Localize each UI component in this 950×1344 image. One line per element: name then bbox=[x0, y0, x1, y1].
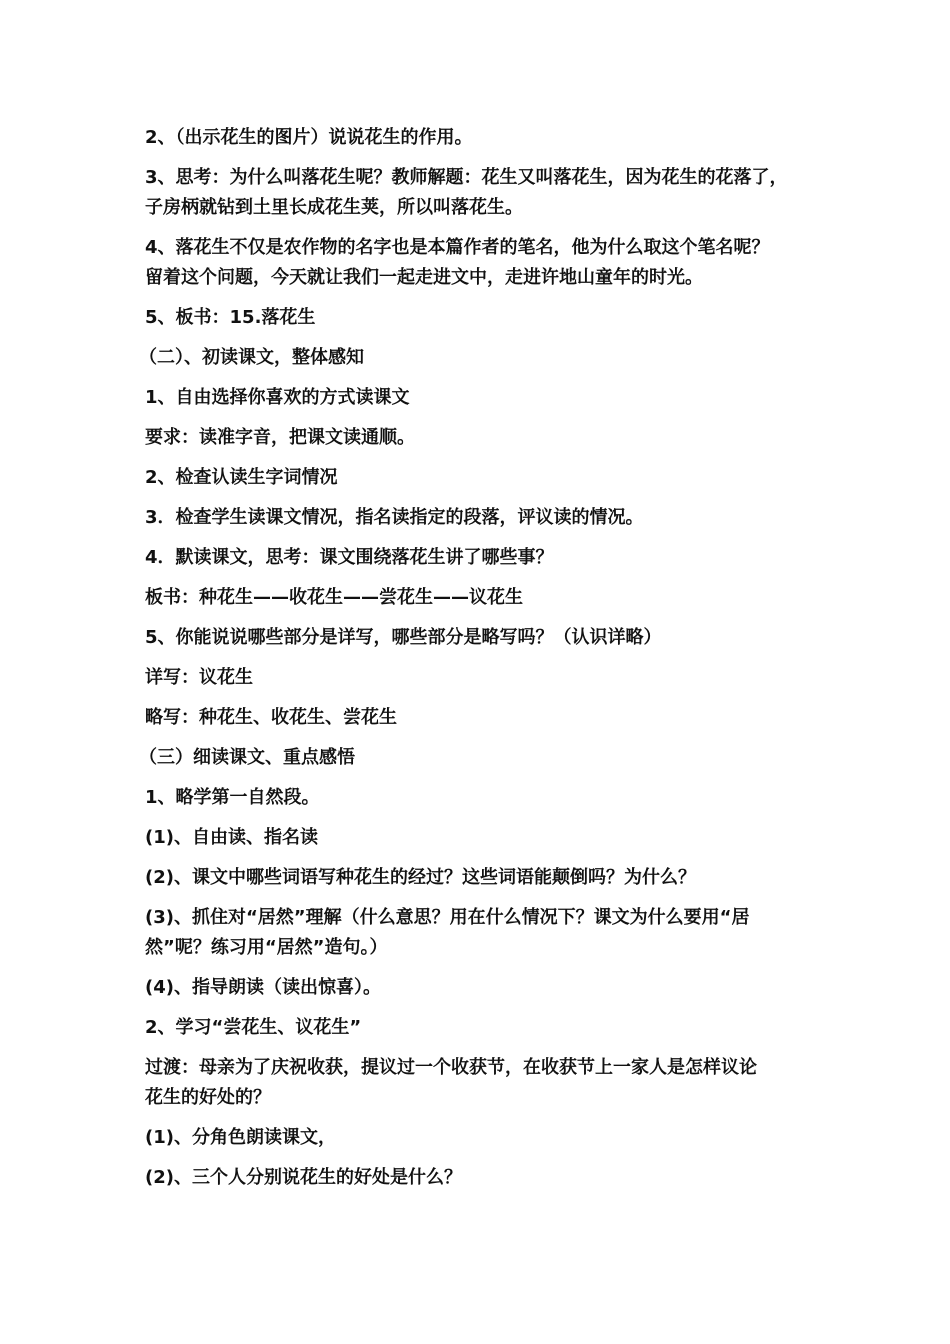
text-line: 3．检查学生读课文情况，指名读指定的段落，评议读的情况。 bbox=[145, 507, 644, 528]
text-line: 1、略学第一自然段。 bbox=[145, 787, 320, 808]
paragraph bbox=[145, 503, 825, 533]
text-line: 然”呢？练习用“居然”造句。） bbox=[145, 937, 388, 958]
text-line: 1、自由选择你喜欢的方式读课文 bbox=[145, 387, 410, 408]
text-line: (2)、三个人分别说花生的好处是什么？ bbox=[145, 1167, 462, 1188]
text-line: （二）、初读课文，整体感知 bbox=[139, 347, 364, 368]
text-line: 板书：种花生——收花生——尝花生——议花生 bbox=[145, 587, 523, 608]
paragraph bbox=[145, 1163, 825, 1193]
paragraph bbox=[145, 973, 825, 1003]
text-line: 子房柄就钻到土里长成花生荚，所以叫落花生。 bbox=[145, 197, 523, 218]
paragraph bbox=[145, 163, 825, 223]
paragraph bbox=[145, 703, 825, 733]
paragraph bbox=[145, 543, 825, 573]
section-heading bbox=[139, 743, 825, 773]
text-line: 略写：种花生、收花生、尝花生 bbox=[145, 707, 397, 728]
text-line: 3、思考：为什么叫落花生呢？教师解题：花生又叫落花生，因为花生的花落了， bbox=[145, 167, 788, 188]
paragraph bbox=[145, 303, 825, 333]
text-line: (2)、课文中哪些词语写种花生的经过？这些词语能颠倒吗？为什么？ bbox=[145, 867, 696, 888]
paragraph bbox=[145, 123, 825, 153]
paragraph bbox=[145, 463, 825, 493]
document-body bbox=[139, 123, 825, 1193]
paragraph bbox=[145, 423, 825, 453]
text-line: 留着这个问题，今天就让我们一起走进文中，走进许地山童年的时光。 bbox=[145, 267, 703, 288]
text-line: 2、（出示花生的图片）说说花生的作用。 bbox=[145, 127, 473, 148]
text-line: （三）细读课文、重点感悟 bbox=[139, 747, 355, 768]
text-line: (1)、自由读、指名读 bbox=[145, 827, 318, 848]
text-line: 要求：读准字音，把课文读通顺。 bbox=[145, 427, 415, 448]
paragraph bbox=[145, 863, 825, 893]
paragraph bbox=[145, 1123, 825, 1153]
text-line: 4．默读课文，思考：课文围绕落花生讲了哪些事？ bbox=[145, 547, 554, 568]
section-heading bbox=[139, 343, 825, 373]
text-line: 2、学习“尝花生、议花生” bbox=[145, 1017, 362, 1038]
paragraph bbox=[145, 903, 825, 963]
text-line: 详写：议花生 bbox=[145, 667, 253, 688]
paragraph bbox=[145, 583, 825, 613]
text-line: 4、落花生不仅是农作物的名字也是本篇作者的笔名，他为什么取这个笔名呢？ bbox=[145, 237, 770, 258]
text-line: 5、板书：15.落花生 bbox=[145, 307, 316, 328]
paragraph bbox=[145, 823, 825, 853]
paragraph bbox=[145, 663, 825, 693]
paragraph bbox=[145, 783, 825, 813]
text-line: 过渡：母亲为了庆祝收获，提议过一个收获节，在收获节上一家人是怎样议论 bbox=[145, 1057, 757, 1078]
paragraph bbox=[145, 383, 825, 413]
text-line: 2、检查认读生字词情况 bbox=[145, 467, 338, 488]
paragraph bbox=[145, 623, 825, 653]
paragraph bbox=[145, 233, 825, 293]
paragraph bbox=[145, 1053, 825, 1113]
text-line: (3)、抓住对“居然”理解（什么意思？用在什么情况下？课文为什么要用“居 bbox=[145, 907, 750, 928]
text-line: (1)、分角色朗读课文， bbox=[145, 1127, 336, 1148]
text-line: (4)、指导朗读（读出惊喜）。 bbox=[145, 977, 381, 998]
paragraph bbox=[145, 1013, 825, 1043]
text-line: 5、你能说说哪些部分是详写，哪些部分是略写吗？（认识详略） bbox=[145, 627, 662, 648]
text-line: 花生的好处的？ bbox=[145, 1087, 271, 1108]
